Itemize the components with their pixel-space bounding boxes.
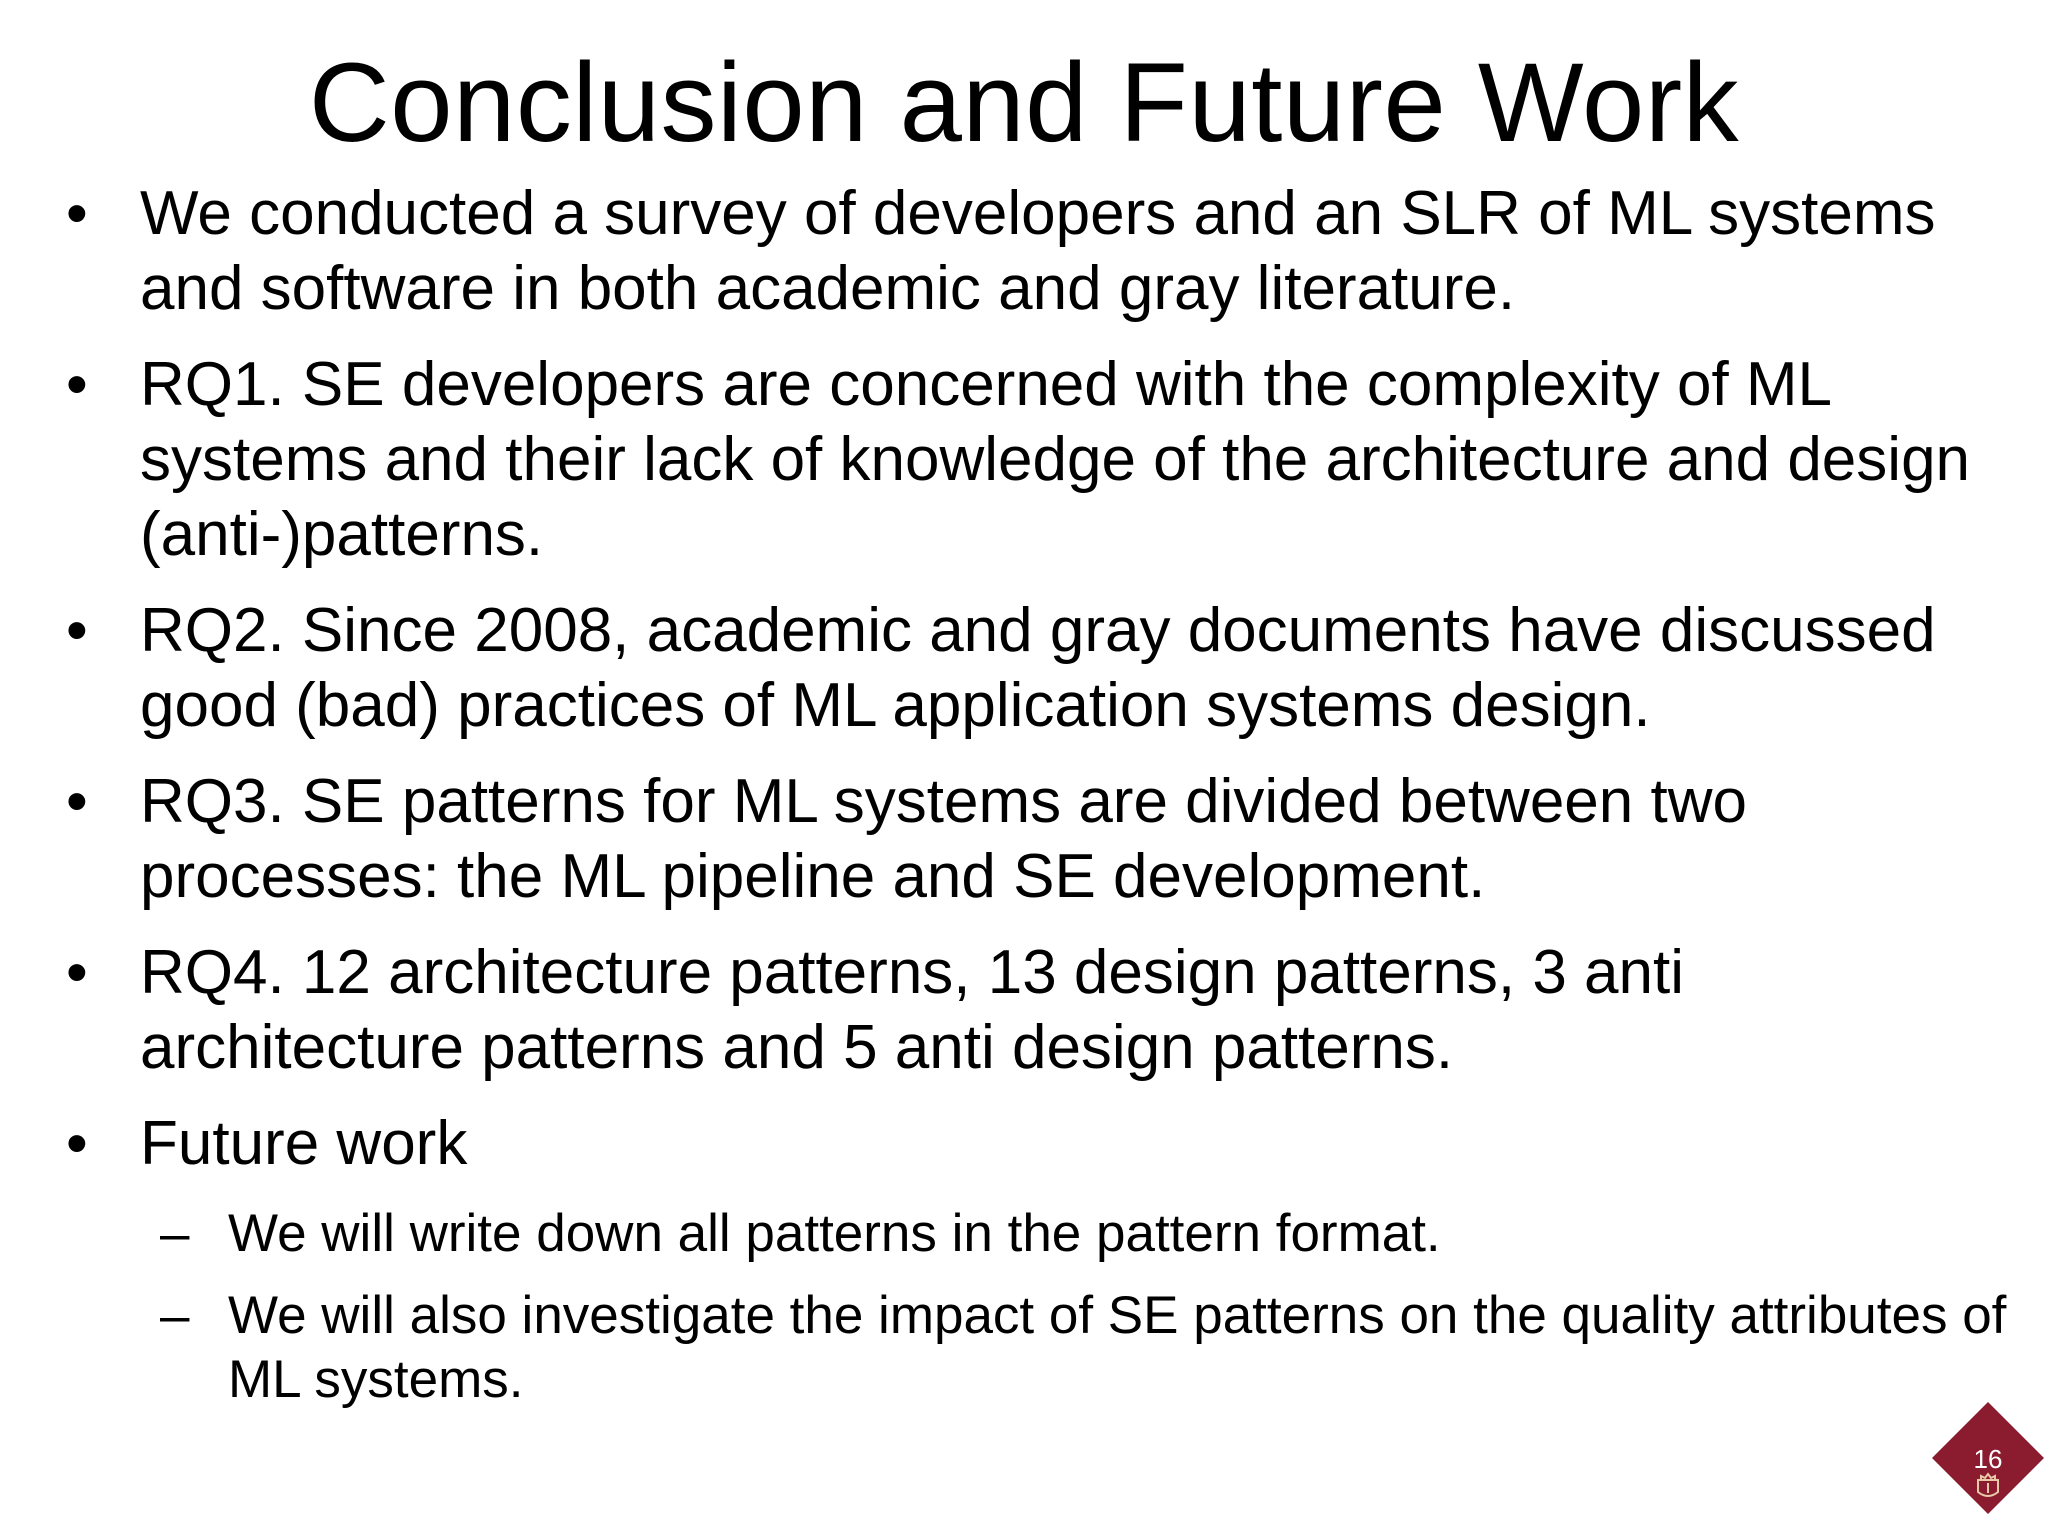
bullet-text: RQ3. SE patterns for ML systems are divided between two processes: the ML pipeline and SE development. <box>140 767 1747 911</box>
bullet-text: We conducted a survey of developers and an SLR of ML systems and software in both academic and gray literature. <box>140 179 1936 323</box>
bullet-marker: • <box>66 179 88 248</box>
sub-bullet-item <box>60 1284 2020 1412</box>
sub-bullet-marker: – <box>160 1204 190 1263</box>
sub-bullet-list <box>60 1202 2020 1412</box>
sub-bullet-text: We will write down all patterns in the pattern format. <box>228 1204 1441 1263</box>
bullet-item-future-work <box>60 1106 2020 1181</box>
sub-bullet-marker: – <box>160 1286 190 1345</box>
bullet-item <box>60 176 2020 326</box>
sub-bullet-item <box>60 1202 2020 1266</box>
slide-title: Conclusion and Future Work <box>308 40 1740 165</box>
bullet-item <box>60 935 2020 1085</box>
sub-bullet-text: We will also investigate the impact of SE patterns on the quality attributes of ML systems. <box>228 1286 2007 1409</box>
bullet-text: RQ1. SE developers are concerned with the complexity of ML systems and their lack of knowledge of the architecture and design (anti-)patterns. <box>140 350 1971 569</box>
page-number: 16 <box>1973 1444 2003 1474</box>
bullet-marker: • <box>66 767 88 836</box>
bullet-marker: • <box>66 1109 88 1178</box>
bullet-text: RQ2. Since 2008, academic and gray documents have discussed good (bad) practices of ML application systems design. <box>140 596 1936 740</box>
bullet-marker: • <box>66 938 88 1007</box>
bullet-marker: • <box>66 596 88 665</box>
bullet-text: Future work <box>140 1109 468 1178</box>
bullet-marker: • <box>66 350 88 419</box>
bullet-text: RQ4. 12 architecture patterns, 13 design patterns, 3 anti architecture patterns and 5 anti design patterns. <box>140 938 1685 1082</box>
bullet-item <box>60 347 2020 572</box>
bullet-item <box>60 764 2020 914</box>
bullet-list <box>60 176 2020 1430</box>
bullet-item <box>60 593 2020 743</box>
